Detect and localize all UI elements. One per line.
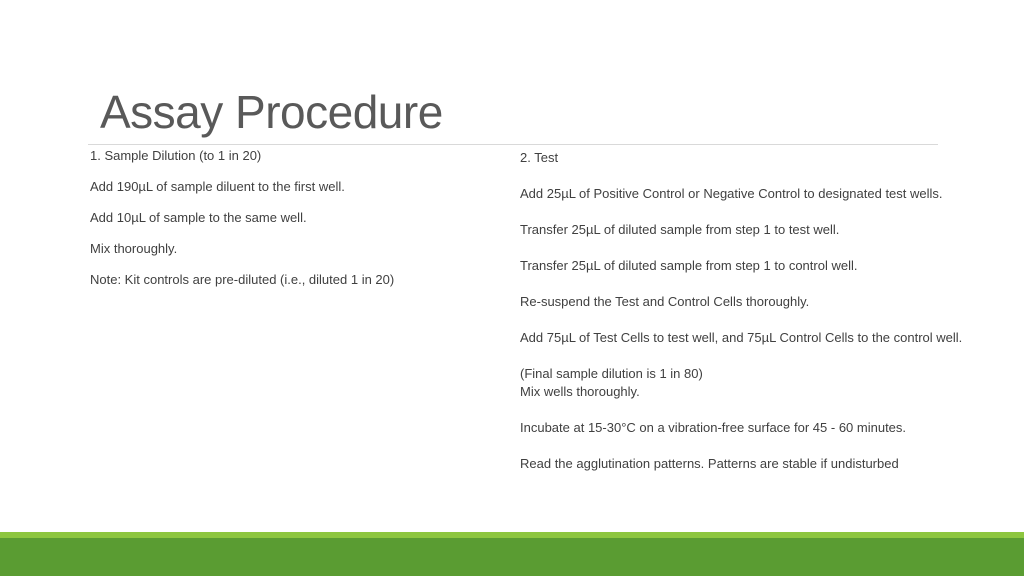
right-paragraph: Transfer 25µL of diluted sample from step 1 to control well. (520, 258, 858, 273)
right-paragraph: Incubate at 15-30°C on a vibration-free surface for 45 - 60 minutes. (520, 420, 907, 435)
right-step-heading: 2. Test (520, 150, 559, 165)
right-paragraph: Add 75µL of Test Cells to test well, and 75µL Control Cells to the control well. (520, 330, 963, 345)
right-paragraph: Re-suspend the Test and Control Cells thoroughly. (520, 294, 810, 309)
right-paragraph: (Final sample dilution is 1 in 80) Mix wells thoroughly. (520, 366, 703, 399)
right-paragraph: Add 25µL of Positive Control or Negative Control to designated test wells. (520, 186, 943, 201)
title-divider (88, 144, 938, 145)
slide-title: Assay Procedure (100, 86, 443, 138)
left-paragraph: Mix thoroughly. (90, 241, 178, 256)
left-step-heading: 1. Sample Dilution (to 1 in 20) (90, 148, 262, 163)
right-paragraph: Read the agglutination patterns. Patterns are stable if undisturbed (520, 456, 899, 471)
left-note: Note: Kit controls are pre-diluted (i.e., diluted 1 in 20) (90, 272, 395, 287)
right-paragraph: Transfer 25µL of diluted sample from step 1 to test well. (520, 222, 840, 237)
left-paragraph: Add 190µL of sample diluent to the first well. (90, 179, 345, 194)
footer-bar (0, 538, 1024, 576)
right-column (520, 149, 965, 491)
left-column (90, 147, 470, 302)
left-paragraph: Add 10µL of sample to the same well. (90, 210, 307, 225)
